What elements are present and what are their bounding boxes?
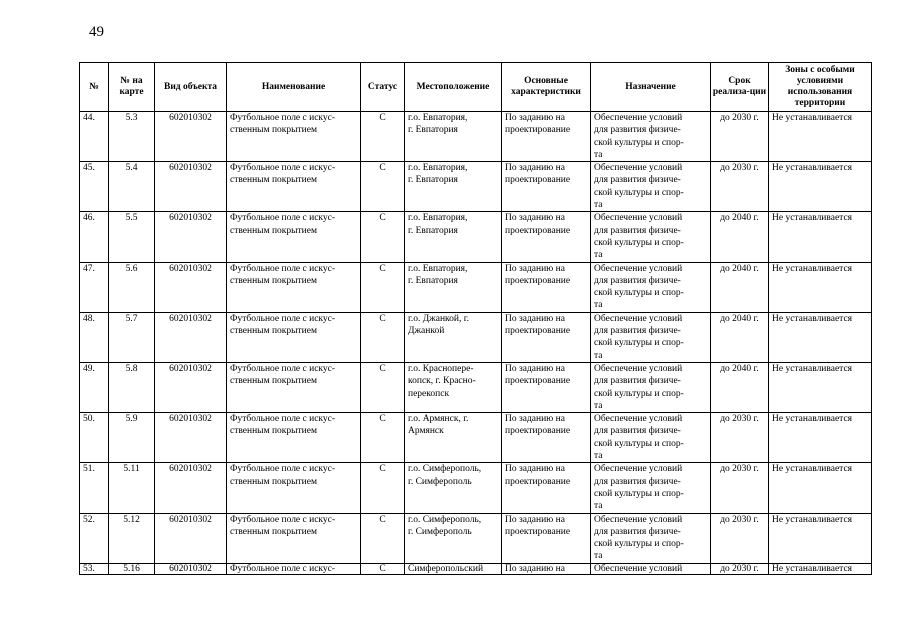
table-row — [80, 463, 872, 513]
cell-purpose-line: ской культуры и спор- — [594, 288, 684, 299]
cell-num: 44. — [80, 112, 109, 162]
cell-object-type: 602010302 — [155, 262, 227, 312]
cell-characteristics-line: проектирование — [505, 476, 571, 487]
cell-name — [227, 312, 361, 362]
col-header-term: Срок реализа-ции — [711, 63, 769, 112]
cell-status: С — [361, 563, 405, 574]
cell-name-line: Футбольное поле с искус- — [230, 313, 336, 324]
col-header-status: Статус — [361, 63, 405, 112]
cell-location-line: перекопск — [408, 388, 450, 399]
cell-location-line: Симферопольский — [408, 563, 484, 574]
cell-num: 53. — [80, 563, 109, 574]
cell-location-line: г. Евпатория — [408, 125, 458, 136]
cell-location — [405, 563, 502, 574]
cell-zones: Не устанавливается — [769, 112, 872, 162]
cell-location-line: г. Евпатория — [408, 225, 458, 236]
cell-purpose-line: ской культуры и спор- — [594, 539, 684, 550]
cell-status: С — [361, 112, 405, 162]
cell-name — [227, 463, 361, 513]
cell-characteristics-line: проектирование — [505, 125, 571, 136]
cell-purpose-line: та — [594, 300, 603, 311]
cell-characteristics — [502, 212, 591, 262]
cell-location-line: г.о. Евпатория, — [408, 113, 468, 123]
cell-name — [227, 262, 361, 312]
cell-characteristics-line: проектирование — [505, 275, 571, 286]
col-header-zones: Зоны с особыми условиями использования территории — [769, 63, 872, 112]
cell-characteristics-line: По заданию на — [505, 363, 565, 374]
cell-name-line: Футбольное поле с искус- — [230, 563, 336, 574]
cell-name-line: Футбольное поле с искус- — [230, 263, 336, 274]
cell-purpose-line: ской культуры и спор- — [594, 338, 684, 349]
cell-num: 52. — [80, 513, 109, 563]
cell-location — [405, 513, 502, 563]
cell-map-number: 5.16 — [109, 563, 155, 574]
objects-table — [79, 62, 872, 575]
cell-object-type: 602010302 — [155, 362, 227, 412]
cell-zones: Не устанавливается — [769, 162, 872, 212]
cell-purpose-line: для развития физиче- — [594, 275, 681, 286]
cell-map-number: 5.11 — [109, 463, 155, 513]
cell-term: до 2040 г. — [711, 212, 769, 262]
cell-term: до 2030 г. — [711, 112, 769, 162]
cell-characteristics-line: проектирование — [505, 426, 571, 437]
cell-name-line: Футбольное поле с искус- — [230, 113, 336, 123]
cell-map-number: 5.4 — [109, 162, 155, 212]
page-number: 49 — [89, 24, 104, 40]
cell-name-line: Футбольное поле с искус- — [230, 464, 336, 475]
cell-purpose-line: для развития физиче- — [594, 426, 681, 437]
cell-status: С — [361, 362, 405, 412]
table-row — [80, 212, 872, 262]
cell-term: до 2030 г. — [711, 413, 769, 463]
cell-num: 51. — [80, 463, 109, 513]
cell-object-type: 602010302 — [155, 513, 227, 563]
cell-characteristics-line: По заданию на — [505, 213, 565, 224]
col-header-type: Вид объекта — [155, 63, 227, 112]
cell-purpose — [591, 112, 711, 162]
cell-purpose — [591, 463, 711, 513]
cell-status: С — [361, 413, 405, 463]
table-row — [80, 513, 872, 563]
cell-status: С — [361, 463, 405, 513]
cell-purpose-line: ской культуры и спор- — [594, 237, 684, 248]
cell-term: до 2040 г. — [711, 262, 769, 312]
cell-name-line: ственным покрытием — [230, 175, 317, 186]
cell-location — [405, 212, 502, 262]
cell-map-number: 5.8 — [109, 362, 155, 412]
cell-name-line: ственным покрытием — [230, 476, 317, 487]
cell-num: 46. — [80, 212, 109, 262]
cell-purpose-line: ской культуры и спор- — [594, 187, 684, 198]
table-row — [80, 112, 872, 162]
cell-location — [405, 162, 502, 212]
cell-location — [405, 312, 502, 362]
cell-characteristics-line: По заданию на — [505, 113, 565, 123]
cell-name-line: ственным покрытием — [230, 275, 317, 286]
table-row — [80, 362, 872, 412]
cell-purpose — [591, 262, 711, 312]
cell-location — [405, 362, 502, 412]
table-row — [80, 563, 872, 574]
cell-purpose-line: для развития физиче- — [594, 326, 681, 337]
cell-zones: Не устанавливается — [769, 262, 872, 312]
cell-name-line: ственным покрытием — [230, 526, 317, 537]
cell-characteristics — [502, 413, 591, 463]
cell-zones: Не устанавливается — [769, 312, 872, 362]
cell-purpose-line: ской культуры и спор- — [594, 488, 684, 499]
cell-name-line: Футбольное поле с искус- — [230, 363, 336, 374]
cell-purpose-line: Обеспечение условий — [594, 464, 683, 475]
cell-location-line: копск, г. Красно- — [408, 376, 476, 387]
cell-purpose — [591, 513, 711, 563]
cell-purpose — [591, 212, 711, 262]
col-header-purpose: Назначение — [591, 63, 711, 112]
table-header-row — [80, 63, 872, 112]
table-row — [80, 262, 872, 312]
table-body — [80, 112, 872, 575]
cell-characteristics — [502, 563, 591, 574]
cell-zones: Не устанавливается — [769, 513, 872, 563]
cell-location-line: г.о. Армянск, г. — [408, 414, 469, 425]
cell-name-line: Футбольное поле с искус- — [230, 163, 336, 174]
cell-characteristics-line: По заданию на — [505, 563, 565, 574]
cell-name-line: ственным покрытием — [230, 376, 317, 387]
cell-purpose-line: для развития физиче- — [594, 526, 681, 537]
cell-object-type: 602010302 — [155, 212, 227, 262]
cell-location-line: г.о. Евпатория, — [408, 163, 468, 174]
cell-purpose-line: для развития физиче- — [594, 125, 681, 136]
cell-zones: Не устанавливается — [769, 362, 872, 412]
cell-location — [405, 112, 502, 162]
cell-object-type: 602010302 — [155, 112, 227, 162]
cell-purpose — [591, 563, 711, 574]
cell-location-line: г.о. Евпатория, — [408, 263, 468, 274]
cell-purpose-line: Обеспечение условий — [594, 414, 683, 425]
cell-purpose-line: для развития физиче- — [594, 175, 681, 186]
cell-term: до 2030 г. — [711, 563, 769, 574]
cell-purpose-line: та — [594, 501, 603, 512]
cell-characteristics-line: По заданию на — [505, 514, 565, 525]
cell-location — [405, 413, 502, 463]
cell-map-number: 5.7 — [109, 312, 155, 362]
cell-num: 48. — [80, 312, 109, 362]
cell-object-type: 602010302 — [155, 162, 227, 212]
cell-name-line: Футбольное поле с искус- — [230, 514, 336, 525]
cell-characteristics — [502, 513, 591, 563]
cell-name-line: ственным покрытием — [230, 426, 317, 437]
cell-name-line: ственным покрытием — [230, 326, 317, 337]
cell-term: до 2040 г. — [711, 312, 769, 362]
cell-characteristics-line: По заданию на — [505, 414, 565, 425]
cell-characteristics-line: По заданию на — [505, 263, 565, 274]
col-header-characteristics: Основные характеристики — [502, 63, 591, 112]
cell-purpose-line: та — [594, 551, 603, 562]
cell-purpose-line: для развития физиче- — [594, 476, 681, 487]
cell-name — [227, 563, 361, 574]
cell-purpose-line: Обеспечение условий — [594, 363, 683, 374]
cell-characteristics — [502, 312, 591, 362]
cell-purpose-line: Обеспечение условий — [594, 163, 683, 174]
cell-purpose-line: Обеспечение условий — [594, 113, 683, 123]
cell-purpose-line: та — [594, 149, 603, 160]
cell-object-type: 602010302 — [155, 312, 227, 362]
cell-purpose-line: та — [594, 451, 603, 462]
cell-purpose-line: для развития физиче- — [594, 225, 681, 236]
cell-characteristics — [502, 112, 591, 162]
cell-location-line: г. Евпатория — [408, 275, 458, 286]
cell-name-line: Футбольное поле с искус- — [230, 213, 336, 224]
cell-object-type: 602010302 — [155, 563, 227, 574]
cell-name — [227, 162, 361, 212]
cell-zones: Не устанавливается — [769, 563, 872, 574]
cell-characteristics-line: По заданию на — [505, 464, 565, 475]
cell-characteristics — [502, 262, 591, 312]
cell-num: 49. — [80, 362, 109, 412]
cell-map-number: 5.5 — [109, 212, 155, 262]
cell-location-line: г. Евпатория — [408, 175, 458, 186]
cell-num: 50. — [80, 413, 109, 463]
cell-purpose-line: Обеспечение условий — [594, 563, 683, 574]
cell-term: до 2040 г. — [711, 362, 769, 412]
cell-name-line: ственным покрытием — [230, 225, 317, 236]
col-header-num: № — [80, 63, 109, 112]
col-header-location: Местоположение — [405, 63, 502, 112]
table-row — [80, 413, 872, 463]
cell-zones: Не устанавливается — [769, 463, 872, 513]
col-header-map: № на карте — [109, 63, 155, 112]
cell-location-line: г. Симферополь — [408, 476, 472, 487]
col-header-name: Наименование — [227, 63, 361, 112]
cell-term: до 2030 г. — [711, 513, 769, 563]
cell-name-line: Футбольное поле с искус- — [230, 414, 336, 425]
cell-purpose-line: та — [594, 400, 603, 411]
cell-map-number: 5.9 — [109, 413, 155, 463]
cell-purpose-line: Обеспечение условий — [594, 263, 683, 274]
cell-status: С — [361, 162, 405, 212]
table-row — [80, 162, 872, 212]
cell-status: С — [361, 513, 405, 563]
cell-name — [227, 362, 361, 412]
cell-location-line: г.о. Красноперe- — [408, 363, 474, 374]
cell-purpose-line: ской культуры и спор- — [594, 137, 684, 148]
cell-characteristics — [502, 463, 591, 513]
table-row — [80, 312, 872, 362]
cell-characteristics-line: По заданию на — [505, 163, 565, 174]
cell-characteristics-line: проектирование — [505, 175, 571, 186]
cell-status: С — [361, 312, 405, 362]
cell-name-line: ственным покрытием — [230, 125, 317, 136]
cell-num: 47. — [80, 262, 109, 312]
cell-location-line: г.о. Джанкой, г. — [408, 313, 469, 324]
cell-name — [227, 212, 361, 262]
cell-purpose-line: ской культуры и спор- — [594, 388, 684, 399]
cell-purpose-line: Обеспечение условий — [594, 213, 683, 224]
cell-location-line: Джанкой — [408, 326, 445, 337]
cell-object-type: 602010302 — [155, 413, 227, 463]
cell-location-line: г.о. Симферополь, — [408, 464, 482, 475]
cell-characteristics-line: проектирование — [505, 526, 571, 537]
cell-name — [227, 112, 361, 162]
cell-map-number: 5.12 — [109, 513, 155, 563]
cell-characteristics-line: проектирование — [505, 326, 571, 337]
cell-name — [227, 413, 361, 463]
cell-name — [227, 513, 361, 563]
cell-purpose-line: Обеспечение условий — [594, 514, 683, 525]
cell-characteristics-line: проектирование — [505, 225, 571, 236]
cell-purpose-line: та — [594, 200, 603, 211]
cell-status: С — [361, 262, 405, 312]
cell-num: 45. — [80, 162, 109, 212]
cell-location — [405, 262, 502, 312]
cell-map-number: 5.3 — [109, 112, 155, 162]
cell-purpose — [591, 362, 711, 412]
cell-purpose-line: ской культуры и спор- — [594, 438, 684, 449]
cell-purpose — [591, 312, 711, 362]
cell-location-line: г. Симферополь — [408, 526, 472, 537]
cell-purpose — [591, 413, 711, 463]
cell-characteristics — [502, 362, 591, 412]
cell-characteristics-line: По заданию на — [505, 313, 565, 324]
cell-location-line: г.о. Евпатория, — [408, 213, 468, 224]
cell-purpose-line: Обеспечение условий — [594, 313, 683, 324]
cell-purpose-line: для развития физиче- — [594, 376, 681, 387]
cell-characteristics-line: проектирование — [505, 376, 571, 387]
cell-object-type: 602010302 — [155, 463, 227, 513]
cell-map-number: 5.6 — [109, 262, 155, 312]
cell-zones: Не устанавливается — [769, 212, 872, 262]
cell-location — [405, 463, 502, 513]
cell-location-line: г.о. Симферополь, — [408, 514, 482, 525]
cell-purpose — [591, 162, 711, 212]
cell-location-line: Армянск — [408, 426, 444, 437]
cell-term: до 2030 г. — [711, 162, 769, 212]
cell-zones: Не устанавливается — [769, 413, 872, 463]
cell-purpose-line: та — [594, 350, 603, 361]
cell-characteristics — [502, 162, 591, 212]
cell-term: до 2030 г. — [711, 463, 769, 513]
cell-status: С — [361, 212, 405, 262]
cell-purpose-line: та — [594, 250, 603, 261]
